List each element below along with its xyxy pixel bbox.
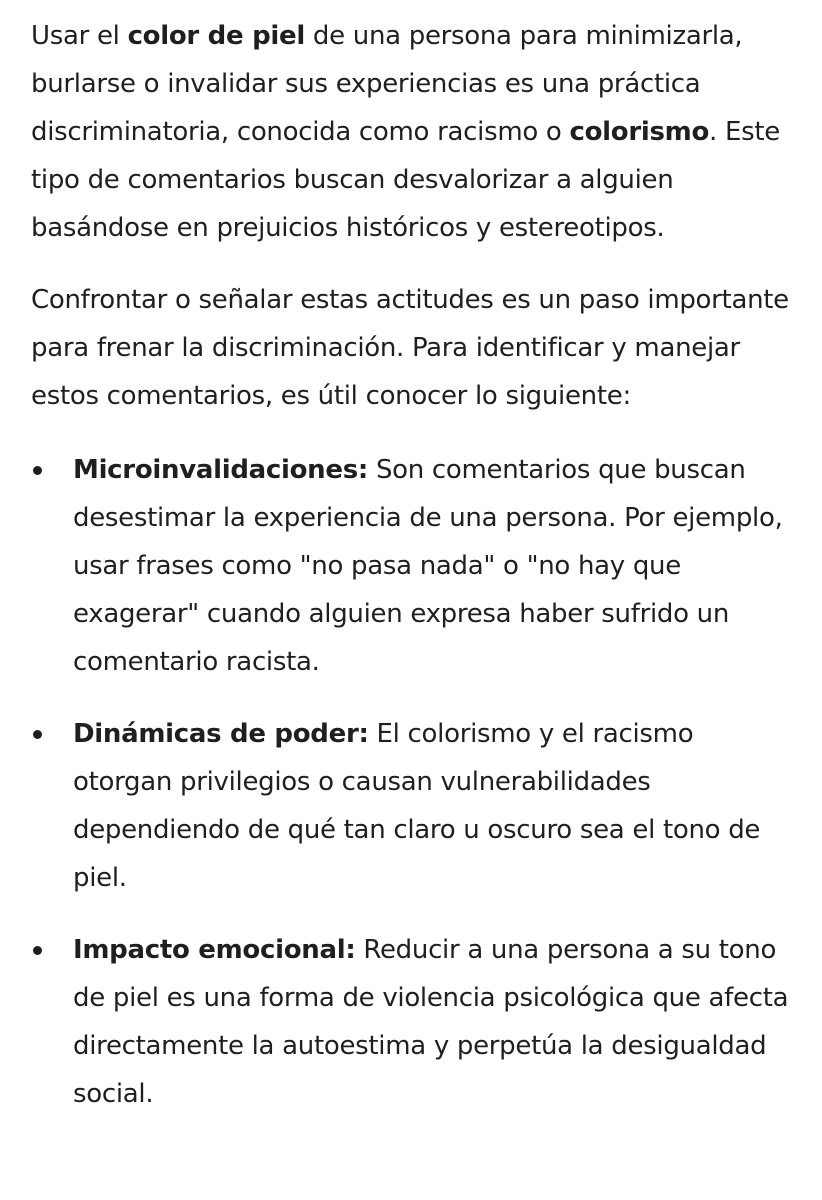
bullet-icon <box>33 466 42 475</box>
bullet-icon <box>33 730 42 739</box>
intro-bold-skin-color: color de piel <box>127 21 305 51</box>
intro-text-3: . Este tipo de comentarios buscan desvalorizar a alguien basándose en prejuicios históricos y estereotipos. <box>31 117 780 243</box>
list-item <box>31 710 794 902</box>
list-item-text: Son comentarios que buscan desestimar la experiencia de una persona. Por ejemplo, usar frases como "no pasa nada" o "no hay que exagerar" cuando alguien expresa haber sufrido un comentario racista. <box>73 455 783 677</box>
second-paragraph: Confrontar o señalar estas actitudes es un paso importante para frenar la discriminación. Para identificar y manejar estos comentarios, es útil conocer lo siguiente: <box>31 285 789 411</box>
list-item-term: Dinámicas de poder: <box>73 719 369 749</box>
bullet-list <box>31 446 794 1118</box>
list-item-term: Microinvalidaciones: <box>73 455 368 485</box>
list-item-text: El colorismo y el racismo otorgan privilegios o causan vulnerabilidades dependiendo de qué tan claro u oscuro sea el tono de piel. <box>73 719 761 893</box>
list-item-term: Impacto emocional: <box>73 935 356 965</box>
bullet-icon <box>33 946 42 955</box>
intro-text-1: Usar el <box>31 21 128 51</box>
intro-bold-colorism: colorismo <box>569 117 710 147</box>
intro-text-2: de una persona para minimizarla, burlarse o invalidar sus experiencias es una práctica discriminatoria, conocida como racismo o <box>31 21 743 147</box>
intro-paragraph <box>31 12 794 252</box>
list-item <box>31 446 794 686</box>
list-item <box>31 926 794 1118</box>
list-item-text: Reducir a una persona a su tono de piel es una forma de violencia psicológica que afecta directamente la autoestima y perpetúa la desigualdad social. <box>73 935 789 1109</box>
